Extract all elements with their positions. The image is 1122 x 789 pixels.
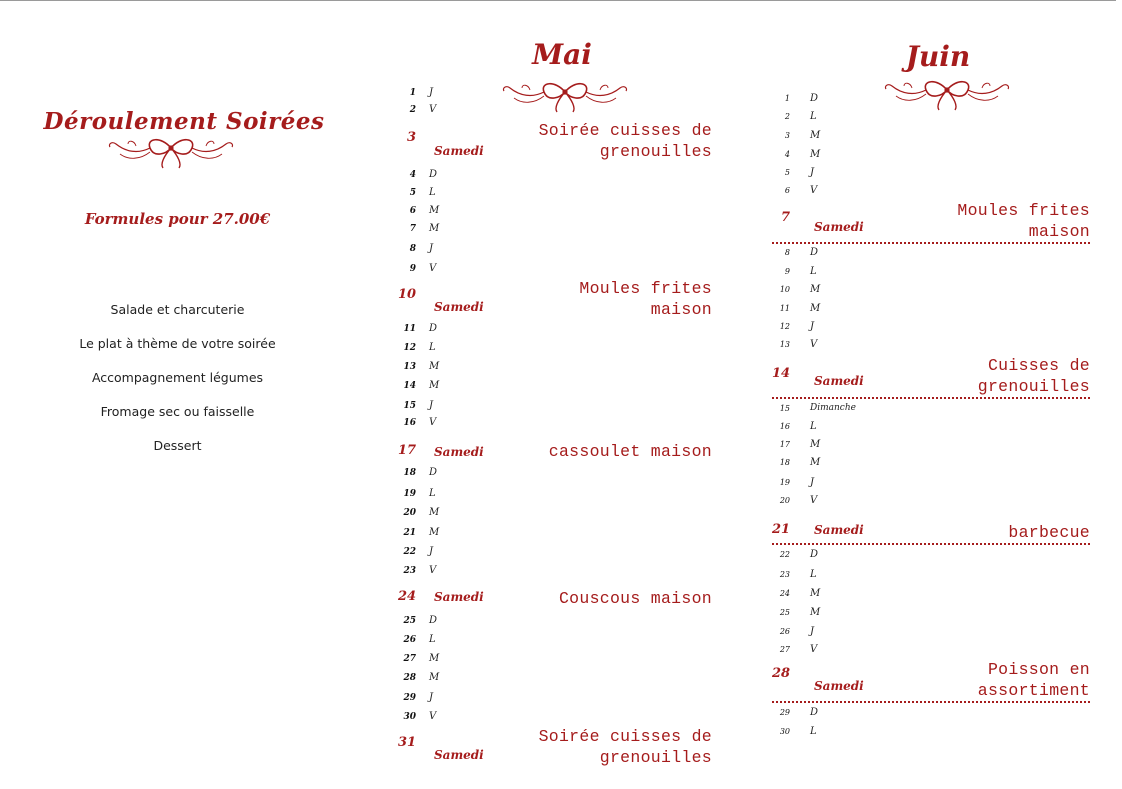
formules-price: Formules pour 27.00€ bbox=[84, 210, 271, 228]
course-list bbox=[30, 300, 325, 470]
day-letter: J bbox=[429, 692, 434, 703]
event-name bbox=[579, 278, 712, 320]
day-number: 5 bbox=[409, 188, 416, 198]
day-number: 6 bbox=[784, 186, 790, 195]
saturday-row bbox=[398, 278, 712, 324]
day-letter: J bbox=[810, 626, 815, 637]
day-letter: D bbox=[810, 247, 819, 258]
dotted-separator bbox=[772, 543, 1090, 545]
saturday-row bbox=[772, 200, 1090, 245]
day-letter: M bbox=[810, 607, 821, 618]
day-letter: M bbox=[810, 284, 821, 295]
day-letter: M bbox=[810, 457, 821, 468]
day-row bbox=[398, 242, 712, 258]
day-row bbox=[772, 587, 1090, 603]
day-number: 8 bbox=[409, 244, 416, 254]
day-row bbox=[398, 341, 712, 357]
day-row bbox=[398, 545, 712, 561]
day-letter: J bbox=[429, 400, 434, 411]
day-letter: L bbox=[810, 569, 817, 580]
saturday-label: Samedi bbox=[814, 523, 864, 537]
day-number: 27 bbox=[403, 654, 416, 664]
day-row bbox=[398, 506, 712, 522]
event-line: grenouilles bbox=[599, 748, 712, 767]
day-letter: M bbox=[429, 672, 440, 683]
day-number: 26 bbox=[403, 635, 416, 645]
saturday-label: Samedi bbox=[434, 748, 484, 762]
day-row bbox=[398, 526, 712, 542]
day-letter: V bbox=[810, 185, 818, 196]
day-number: 15 bbox=[779, 404, 790, 413]
event-line: Cuisses de bbox=[987, 356, 1090, 375]
day-number: 23 bbox=[779, 570, 790, 579]
day-number: 19 bbox=[403, 489, 416, 499]
day-number: 18 bbox=[403, 468, 416, 478]
day-row bbox=[398, 222, 712, 238]
day-row bbox=[772, 166, 1090, 182]
day-row bbox=[398, 103, 712, 119]
day-number: 8 bbox=[784, 248, 790, 257]
day-row bbox=[398, 564, 712, 580]
saturday-label: Samedi bbox=[814, 220, 864, 234]
day-row bbox=[772, 320, 1090, 336]
day-letter: M bbox=[429, 527, 440, 538]
saturday-row bbox=[398, 440, 712, 464]
event-line: Soirée cuisses de bbox=[538, 121, 712, 140]
day-number: 6 bbox=[409, 206, 416, 216]
day-letter: J bbox=[429, 87, 434, 98]
day-letter: M bbox=[429, 507, 440, 518]
day-number: 5 bbox=[784, 168, 790, 177]
saturday-row bbox=[772, 520, 1090, 546]
day-number: 25 bbox=[403, 616, 416, 626]
day-row bbox=[772, 283, 1090, 299]
day-number: 13 bbox=[403, 362, 416, 372]
day-row bbox=[772, 643, 1090, 659]
day-row bbox=[398, 614, 712, 630]
day-letter: V bbox=[429, 565, 437, 576]
day-number: 3 bbox=[784, 131, 790, 140]
day-letter: M bbox=[429, 205, 440, 216]
saturday-number: 31 bbox=[398, 735, 417, 750]
ornament-icon bbox=[106, 134, 236, 170]
day-number: 26 bbox=[779, 627, 790, 636]
day-row bbox=[398, 399, 712, 415]
day-number: 2 bbox=[784, 112, 790, 121]
saturday-label: Samedi bbox=[814, 679, 864, 693]
day-number: 14 bbox=[403, 381, 416, 391]
day-number: 11 bbox=[779, 304, 790, 313]
day-row bbox=[772, 184, 1090, 200]
day-letter: D bbox=[429, 467, 438, 478]
day-number: 9 bbox=[784, 267, 790, 276]
day-row bbox=[772, 246, 1090, 262]
day-row bbox=[772, 420, 1090, 436]
saturday-row bbox=[398, 726, 712, 772]
day-number: 29 bbox=[779, 708, 790, 717]
day-number: 4 bbox=[409, 170, 416, 180]
day-letter: D bbox=[810, 549, 819, 560]
day-row bbox=[398, 487, 712, 503]
day-number: 29 bbox=[403, 693, 416, 703]
day-letter: V bbox=[810, 644, 818, 655]
day-letter: M bbox=[810, 439, 821, 450]
event-line: grenouilles bbox=[977, 377, 1090, 396]
day-letter: J bbox=[429, 546, 434, 557]
day-number: 28 bbox=[403, 673, 416, 683]
day-number: 12 bbox=[403, 343, 416, 353]
saturday-label: Samedi bbox=[434, 300, 484, 314]
course-item: Salade et charcuterie bbox=[110, 302, 245, 317]
day-row bbox=[398, 262, 712, 278]
day-letter: M bbox=[810, 149, 821, 160]
month-title-juin: Juin bbox=[905, 40, 971, 73]
day-number: 25 bbox=[779, 608, 790, 617]
day-letter: L bbox=[810, 421, 817, 432]
saturday-number: 17 bbox=[398, 443, 417, 458]
day-row bbox=[772, 725, 1090, 741]
day-row bbox=[772, 548, 1090, 564]
day-number: 30 bbox=[403, 712, 416, 722]
day-letter: L bbox=[810, 111, 817, 122]
event-name bbox=[549, 441, 712, 462]
day-row bbox=[772, 148, 1090, 164]
saturday-number: 24 bbox=[398, 589, 417, 604]
day-letter: V bbox=[810, 339, 818, 350]
day-letter: M bbox=[810, 588, 821, 599]
day-letter: L bbox=[810, 266, 817, 277]
course-item: Dessert bbox=[153, 438, 202, 453]
day-number: 16 bbox=[779, 422, 790, 431]
saturday-number: 14 bbox=[772, 366, 791, 381]
event-line: cassoulet maison bbox=[548, 442, 712, 461]
day-letter: D bbox=[429, 615, 438, 626]
day-row bbox=[772, 706, 1090, 722]
day-row bbox=[772, 302, 1090, 318]
day-row bbox=[772, 438, 1090, 454]
day-number: 20 bbox=[779, 496, 790, 505]
day-letter: J bbox=[810, 321, 815, 332]
day-row bbox=[398, 671, 712, 687]
dotted-separator bbox=[772, 701, 1090, 703]
day-row bbox=[398, 652, 712, 668]
day-row bbox=[772, 568, 1090, 584]
day-row bbox=[398, 322, 712, 338]
day-letter: D bbox=[810, 93, 819, 104]
day-row bbox=[772, 265, 1090, 281]
course-item: Fromage sec ou faisselle bbox=[100, 404, 255, 419]
day-number: 2 bbox=[409, 105, 416, 115]
day-row bbox=[772, 476, 1090, 492]
day-number: 4 bbox=[784, 150, 790, 159]
event-line: Soirée cuisses de bbox=[538, 727, 712, 746]
saturday-row bbox=[772, 659, 1090, 704]
day-letter: L bbox=[429, 342, 436, 353]
day-row bbox=[772, 338, 1090, 354]
day-number: 12 bbox=[779, 322, 790, 331]
saturday-number: 3 bbox=[406, 130, 416, 145]
event-line: Moules frites bbox=[579, 279, 712, 298]
day-row bbox=[398, 186, 712, 202]
day-letter: V bbox=[810, 495, 818, 506]
day-row bbox=[772, 606, 1090, 622]
day-row bbox=[398, 416, 712, 432]
day-number: 10 bbox=[779, 285, 790, 294]
saturday-row bbox=[772, 355, 1090, 400]
day-letter: L bbox=[429, 187, 436, 198]
saturday-number: 28 bbox=[772, 666, 791, 681]
day-number: 22 bbox=[779, 550, 790, 559]
day-letter: M bbox=[429, 380, 440, 391]
saturday-label: Samedi bbox=[434, 590, 484, 604]
day-number: 24 bbox=[779, 589, 790, 598]
course-item: Le plat à thème de votre soirée bbox=[79, 336, 276, 351]
saturday-number: 21 bbox=[772, 522, 791, 537]
day-row bbox=[398, 360, 712, 376]
day-letter: D bbox=[429, 169, 438, 180]
day-letter: L bbox=[429, 634, 436, 645]
event-line: Poisson en bbox=[987, 660, 1090, 679]
day-row bbox=[772, 110, 1090, 126]
event-line: assortiment bbox=[977, 681, 1090, 700]
day-letter: D bbox=[810, 707, 819, 718]
day-number: 11 bbox=[403, 324, 416, 334]
day-row bbox=[398, 168, 712, 184]
day-number: 23 bbox=[403, 566, 416, 576]
day-letter: M bbox=[429, 361, 440, 372]
event-line: maison bbox=[650, 300, 712, 319]
day-letter: J bbox=[810, 477, 815, 488]
day-letter: J bbox=[810, 167, 815, 178]
saturday-row bbox=[398, 586, 712, 610]
day-letter: J bbox=[429, 243, 434, 254]
day-letter: D bbox=[429, 323, 438, 334]
day-number: 20 bbox=[403, 508, 416, 518]
saturday-label: Samedi bbox=[434, 445, 484, 459]
event-name bbox=[957, 200, 1090, 242]
day-letter: V bbox=[429, 711, 437, 722]
day-number: 15 bbox=[403, 401, 416, 411]
day-row bbox=[398, 379, 712, 395]
course-item: Accompagnement légumes bbox=[91, 370, 264, 385]
day-number: 9 bbox=[409, 264, 416, 274]
saturday-number: 7 bbox=[780, 210, 790, 225]
day-row bbox=[398, 710, 712, 726]
day-number: 19 bbox=[779, 478, 790, 487]
day-letter: M bbox=[429, 223, 440, 234]
day-number: 21 bbox=[403, 528, 416, 538]
day-number: 30 bbox=[779, 727, 790, 736]
dotted-separator bbox=[772, 397, 1090, 399]
day-row bbox=[772, 625, 1090, 641]
day-letter: V bbox=[429, 104, 437, 115]
event-line: Moules frites bbox=[957, 201, 1090, 220]
event-name bbox=[539, 726, 712, 768]
day-row bbox=[398, 86, 712, 102]
day-letter: V bbox=[429, 263, 437, 274]
day-number: 1 bbox=[409, 88, 416, 98]
day-row bbox=[398, 633, 712, 649]
event-line: maison bbox=[1028, 222, 1090, 241]
saturday-label: Samedi bbox=[434, 144, 484, 158]
day-row bbox=[772, 129, 1090, 145]
day-number: 17 bbox=[779, 440, 790, 449]
day-number: 13 bbox=[779, 340, 790, 349]
day-letter: L bbox=[429, 488, 436, 499]
event-line: Couscous maison bbox=[558, 589, 712, 608]
day-letter: M bbox=[810, 130, 821, 141]
day-row bbox=[772, 494, 1090, 510]
day-letter: V bbox=[429, 417, 437, 428]
saturday-label: Samedi bbox=[814, 374, 864, 388]
event-line: barbecue bbox=[1008, 523, 1090, 542]
saturday-number: 10 bbox=[398, 287, 417, 302]
month-title-mai: Mai bbox=[532, 38, 592, 71]
day-number: 27 bbox=[779, 645, 790, 654]
day-row bbox=[772, 402, 1090, 418]
day-number: 16 bbox=[403, 418, 416, 428]
event-name bbox=[1008, 522, 1090, 543]
page-title: Déroulement Soirées bbox=[43, 108, 325, 135]
event-name bbox=[978, 659, 1090, 701]
top-rule bbox=[0, 0, 1116, 1]
day-row bbox=[398, 466, 712, 482]
day-row bbox=[772, 456, 1090, 472]
day-row bbox=[398, 691, 712, 707]
day-row bbox=[398, 204, 712, 220]
day-number: 7 bbox=[409, 224, 416, 234]
saturday-row bbox=[398, 120, 712, 166]
event-name bbox=[539, 120, 712, 162]
event-line: grenouilles bbox=[599, 142, 712, 161]
day-number: 22 bbox=[403, 547, 416, 557]
event-name bbox=[978, 355, 1090, 397]
day-number: 18 bbox=[779, 458, 790, 467]
day-letter: Dimanche bbox=[810, 403, 856, 413]
day-number: 1 bbox=[784, 94, 790, 103]
day-letter: M bbox=[429, 653, 440, 664]
day-letter: L bbox=[810, 726, 817, 737]
event-name bbox=[559, 588, 712, 609]
day-letter: M bbox=[810, 303, 821, 314]
dotted-separator bbox=[772, 242, 1090, 244]
day-row bbox=[772, 92, 1090, 108]
